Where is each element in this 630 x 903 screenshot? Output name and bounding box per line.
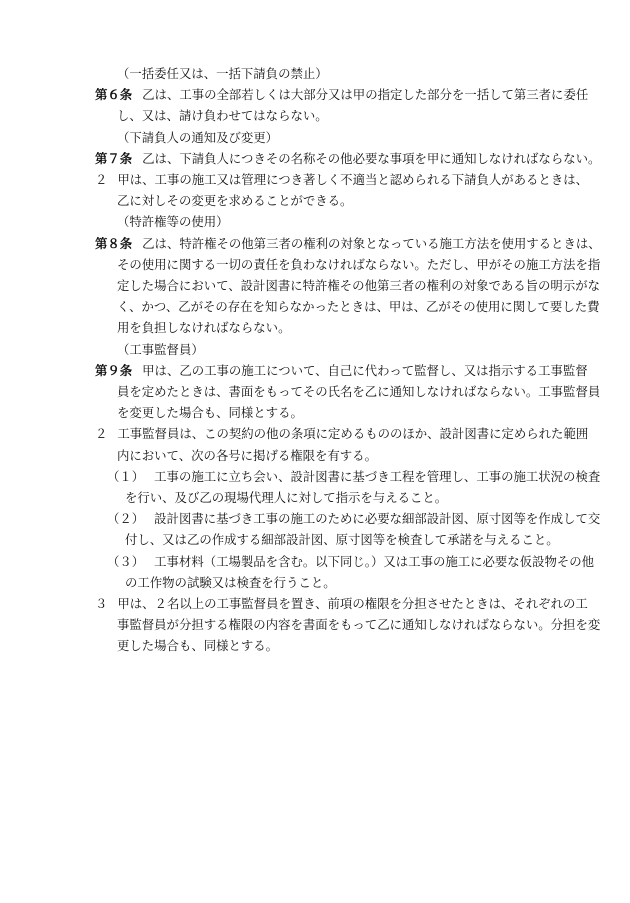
article-line: 用を負担しなければならない。	[117, 320, 291, 336]
paragraph-number: ３	[95, 596, 108, 612]
item-number: （１）	[107, 468, 145, 484]
article-line: し、又は、請け負わせてはならない。	[117, 108, 328, 124]
paragraph-first-line: ３ 甲は、２名以上の工事監督員を置き、前項の権限を分担させたときは、それぞれの工	[95, 596, 588, 612]
article-line: その使用に関する一切の責任を負わなければならない。ただし、甲がその施工方法を指	[117, 256, 601, 272]
paragraph-line: 乙に対しその変更を求めることができる。	[117, 193, 353, 209]
article-first-line: 第８条 乙は、特許権その他第三者の権利の対象となっている施工方法を使用するときは、	[95, 235, 601, 251]
item-number: （２）	[107, 511, 145, 527]
paragraph-line: 更した場合も、同様とする。	[117, 638, 279, 654]
article-caption: （下請負人の通知及び変更）	[117, 129, 279, 145]
article-line: 定した場合において、設計図書に特許権その他第三者の権利の対象である旨の明示がな	[117, 278, 600, 294]
item-line: 付し、又は乙の作成する細部設計図、原寸図等を検査して承諾を与えること。	[125, 532, 559, 548]
article-caption: （特許権等の使用）	[117, 214, 229, 230]
item-first-line: （３） 工事材料（工場製品を含む。以下同じ。）又は工事の施工に必要な仮設物その他	[107, 553, 595, 569]
article-line: を変更した場合も、同様とする。	[117, 405, 303, 421]
article-caption: （一括委任又は、一括下請負の禁止）	[117, 66, 328, 81]
article-first-line: 第６条 乙は、工事の全部若しくは大部分又は甲の指定した部分を一括して第三者に委任	[95, 87, 589, 103]
article-number: 第６条	[95, 87, 133, 103]
item-number: （３）	[107, 553, 145, 569]
item-first-line: （１） 工事の施工に立ち会い、設計図書に基づき工程を管理し、工事の施工状況の検査	[107, 468, 601, 484]
article-caption: （工事監督員）	[117, 341, 204, 357]
article-number: 第７条	[95, 150, 133, 166]
article-line: 員を定めたときは、書面をもってその氏名を乙に通知しなければならない。工事監督員	[117, 384, 601, 400]
article-number: 第８条	[95, 235, 133, 251]
paragraph-line: 内において、次の各号に掲げる権限を有する。	[117, 447, 377, 463]
paragraph-line: 事監督員が分担する権限の内容を書面をもって乙に通知しなければならない。分担を変	[117, 617, 601, 633]
article-line: く、かつ、乙がその存在を知らなかったときは、甲は、乙がその使用に関して要した費	[117, 299, 600, 315]
paragraph-first-line: ２ 甲は、工事の施工又は管理につき著しく不適当と認められる下請負人があるときは、	[95, 172, 588, 188]
item-line: の工作物の試験又は検査を行うこと。	[125, 574, 336, 590]
paragraph-first-line: ２ 工事監督員は、この契約の他の条項に定めるもののほか、設計図書に定められた範囲	[95, 426, 589, 442]
paragraph-number: ２	[95, 426, 108, 442]
item-first-line: （２） 設計図書に基づき工事の施工のために必要な細部設計図、原寸図等を作成して交	[107, 511, 601, 527]
article-number: 第９条	[95, 362, 133, 378]
paragraph-number: ２	[95, 172, 108, 188]
item-line: を行い、及び乙の現場代理人に対して指示を与えること。	[125, 490, 448, 506]
article-first-line: 第９条 甲は、乙の工事の施工について、自己に代わって監督し、又は指示する工事監督	[95, 362, 588, 378]
article-first-line: 第７条 乙は、下請負人につきその名称その他必要な事項を甲に通知しなければならない。	[95, 150, 601, 166]
